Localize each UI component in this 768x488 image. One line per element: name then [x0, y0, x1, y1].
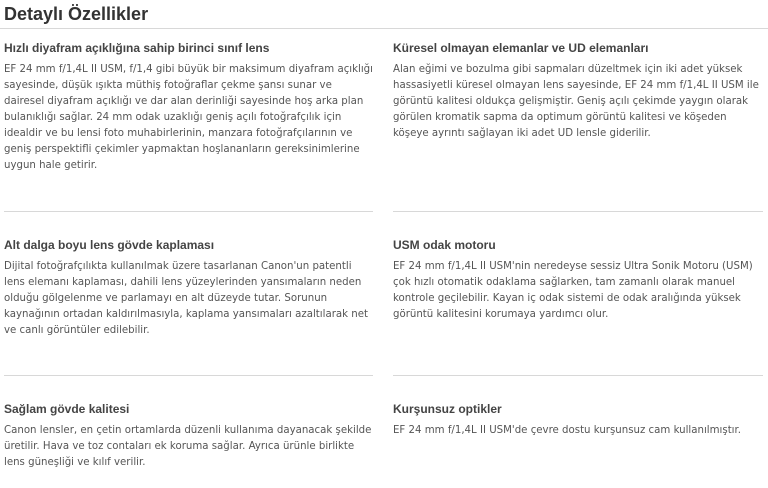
feature-usm-motor	[393, 238, 763, 323]
feature-description: EF 24 mm f/1,4L II USM'de çevre dostu kurşunsuz cam kullanılmıştır.	[393, 425, 742, 436]
feature-aspherical-ud	[393, 41, 763, 142]
page-title: Detaylı Özellikler	[4, 4, 149, 24]
feature-lead-free-optics	[393, 402, 763, 439]
feature-title: USM odak motoru	[393, 238, 496, 252]
feature-title: Sağlam gövde kalitesi	[4, 402, 130, 416]
feature-title: Küresel olmayan elemanlar ve UD elemanları	[393, 41, 649, 55]
section-divider	[393, 375, 763, 376]
feature-build-quality	[4, 402, 374, 471]
section-divider	[4, 375, 373, 376]
section-divider	[4, 211, 373, 212]
feature-description: Canon lensler, en çetin ortamlarda düzenli kullanıma dayanacak şekilde üretilir. Hava ve toz contaları ek koruma sağlar. Ayrıca ürünle birlikte lens güneşliği ve kılıf verilir.	[4, 425, 372, 468]
feature-title: Alt dalga boyu lens gövde kaplaması	[4, 238, 215, 252]
title-divider	[0, 28, 768, 29]
feature-title: Kurşunsuz optikler	[393, 402, 502, 416]
feature-title: Hızlı diyafram açıklığına sahip birinci sınıf lens	[4, 41, 270, 55]
feature-description: Dijital fotoğrafçılıkta kullanılmak üzere tasarlanan Canon'un patentli lens elemanı kaplaması, dahili lens yüzeylerinden yansımaların neden olduğu gölgelenme ve parlamayı en alt düzeyde tutar. Sorunun kaynağının ortadan kaldırılmasıyla, kaplama yansımaları azaltılarak net ve canlı görüntüler edilebilir.	[4, 261, 368, 336]
feature-subwavelength-coating	[4, 238, 374, 339]
feature-fast-aperture	[4, 41, 374, 174]
section-divider	[393, 211, 763, 212]
feature-description: EF 24 mm f/1,4L II USM'nin neredeyse sessiz Ultra Sonik Motoru (USM) çok hızlı otomatik odaklama sağlarken, tam zamanlı olarak manuel kontrole geçilebilir. Kayan iç odak sistemi de odak aralığında yüksek görüntü kalitesini korumaya yardımcı olur.	[393, 261, 753, 320]
feature-description: EF 24 mm f/1,4L II USM, f/1,4 gibi büyük bir maksimum diyafram açıklığı sayesinde, düşük ışıkta müthiş fotoğraflar çekme şansı sunar ve dairesel diyafram açıklığı ve dar alan derinliği sayesinde hoş arka plan bulanıklığı sağlar. 24 mm odak uzaklığı geniş açılı fotoğrafçılık için idealdir ve bu lensi foto muhabirlerinin, manzara fotoğrafçılarının ve geniş perspektifli çekimler yapmaktan hoşlananların gereksinimlerine uygun hale getirir.	[4, 64, 373, 171]
feature-description: Alan eğimi ve bozulma gibi sapmaları düzeltmek için iki adet yüksek hassasiyetli küresel olmayan lens sayesinde, EF 24 mm f/1,4L II USM ile görüntü kalitesi oldukça gelişmiştir. Geniş açılı çekimde yaygın olarak görülen kromatik sapma da optimum görüntü kalitesi ve köşeden köşeye ayrıntı sağlayan iki adet UD lensle giderilir.	[393, 64, 759, 139]
